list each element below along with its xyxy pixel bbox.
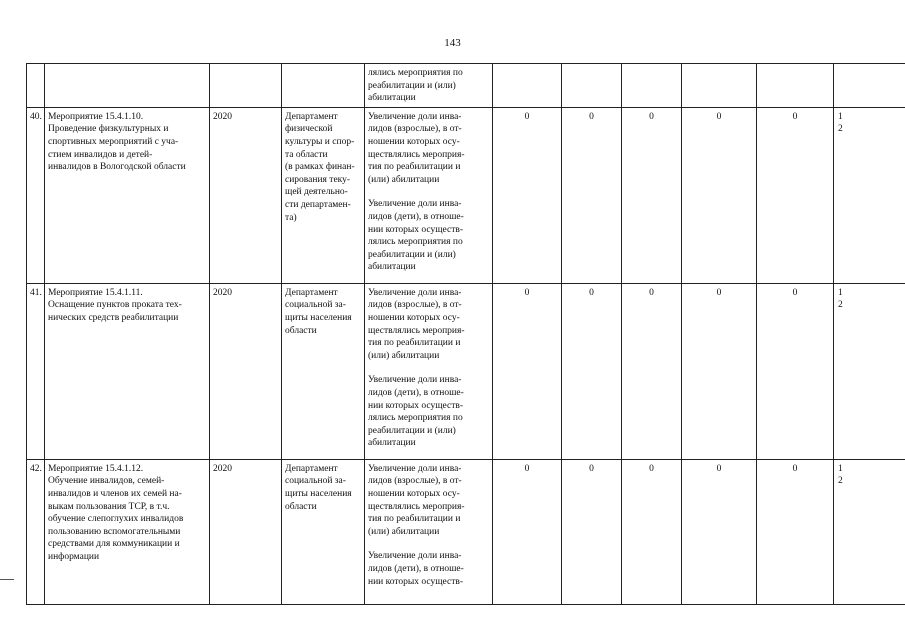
cell-value: 0: [622, 283, 682, 459]
cell-effect: [365, 107, 493, 283]
event-line: пользованию вспомогательными: [48, 526, 181, 537]
effect-line: (или) абилитации: [368, 350, 440, 361]
margin-mark: [0, 579, 14, 580]
cell-year: 2020: [210, 459, 282, 604]
dept-line: Департамент: [285, 111, 338, 122]
effect-line: абилитации: [368, 93, 416, 104]
table-row-40: [27, 107, 905, 283]
cell-mark: [834, 283, 905, 459]
effect-adults: [368, 287, 489, 363]
cell-value: 0: [562, 283, 622, 459]
effect-line: Увеличение доли инва-: [368, 111, 462, 122]
event-line: Мероприятие 15.4.1.11.: [48, 287, 143, 298]
cell-effect: [365, 459, 493, 604]
event-line: стием инвалидов и детей-: [48, 149, 153, 160]
dept-line: культуры и спор-: [285, 136, 355, 147]
effect-line: лидов (дети), в отноше-: [368, 211, 464, 222]
event-line: Проведение физкультурных и: [48, 124, 169, 135]
dept-line: та области: [285, 149, 328, 160]
table-row-41: [27, 283, 905, 459]
effect-line: лидов (взрослые), в от-: [368, 476, 462, 487]
event-line: спортивных мероприятий с уча-: [48, 136, 179, 147]
event-line: инвалидов и членов их семей на-: [48, 488, 182, 499]
cell-event: [45, 64, 210, 108]
cell-value: 0: [757, 459, 834, 604]
dept-line: та): [285, 212, 297, 223]
effect-line: Увеличение доли инва-: [368, 551, 462, 562]
cell-mark: [834, 107, 905, 283]
effect-line: абилитации: [368, 438, 416, 449]
page-number: 143: [444, 37, 461, 49]
cell-value: 0: [562, 459, 622, 604]
effect-line: ношении которых осу-: [368, 136, 460, 147]
table-row-42: [27, 459, 905, 604]
cell-value: 0: [493, 107, 562, 283]
event-line: инвалидов в Вологодской области: [48, 162, 186, 173]
event-line: Оснащение пунктов проката тех-: [48, 300, 182, 311]
cell-value: [757, 64, 834, 108]
dept-line: щиты населения: [285, 488, 352, 499]
cell-year: 2020: [210, 283, 282, 459]
dept-line: Департамент: [285, 287, 338, 298]
event-line: Обучение инвалидов, семей-: [48, 476, 165, 487]
cell-dept: [282, 64, 365, 108]
dept-line: социальной за-: [285, 476, 346, 487]
mark-line: 1: [838, 111, 843, 122]
effect-line: лидов (взрослые), в от-: [368, 124, 462, 135]
effect-line: Увеличение доли инва-: [368, 463, 462, 474]
dept-line: сирования теку-: [285, 174, 351, 185]
effect-children: [368, 374, 489, 450]
effect-line: нии которых осуществ-: [368, 224, 464, 235]
effect-line: ношении которых осу-: [368, 488, 460, 499]
effect-line: реабилитации и (или): [368, 425, 456, 436]
cell-value: [562, 64, 622, 108]
cell-num: 40.: [27, 107, 45, 283]
dept-line: Департамент: [285, 463, 338, 474]
cell-value: [493, 64, 562, 108]
cell-mark: [834, 64, 905, 108]
cell-event: [45, 459, 210, 604]
cell-value: 0: [622, 459, 682, 604]
effect-line: нии которых осуществ-: [368, 400, 464, 411]
effect-children: [368, 550, 489, 588]
mark-line: 1: [838, 287, 843, 298]
mark-line: 2: [838, 124, 843, 135]
event-line: Мероприятие 15.4.1.10.: [48, 111, 144, 122]
cell-dept: [282, 107, 365, 283]
cell-num: 41.: [27, 283, 45, 459]
effect-adults: [368, 111, 489, 187]
cell-value: 0: [493, 459, 562, 604]
effect-line: ществлялись мероприя-: [368, 325, 465, 336]
event-line: выкам пользования ТСР, в т.ч.: [48, 501, 170, 512]
measures-table: [26, 63, 905, 605]
effect-line: Увеличение доли инва-: [368, 199, 462, 210]
cell-num: 42.: [27, 459, 45, 604]
cell-value: 0: [562, 107, 622, 283]
event-line: информации: [48, 551, 100, 562]
cell-year: 2020: [210, 107, 282, 283]
dept-line: области: [285, 501, 317, 512]
effect-line: лялись мероприятия по: [368, 237, 463, 248]
dept-line: (в рамках финан-: [285, 162, 355, 173]
cell-mark: [834, 459, 905, 604]
dept-line: области: [285, 325, 317, 336]
effect-line: тия по реабилитации и: [368, 162, 461, 173]
effect-line: реабилитации и (или): [368, 249, 456, 260]
effect-line: реабилитации и (или): [368, 80, 456, 91]
effect-line: ществлялись мероприя-: [368, 149, 465, 160]
cell-value: [682, 64, 757, 108]
cell-num: [27, 64, 45, 108]
cell-value: 0: [757, 107, 834, 283]
dept-line: социальной за-: [285, 300, 346, 311]
table-row-continuation: [27, 64, 905, 108]
cell-year: [210, 64, 282, 108]
effect-line: (или) абилитации: [368, 174, 440, 185]
cell-effect: [365, 64, 493, 108]
effect-line: тия по реабилитации и: [368, 514, 461, 525]
effect-line: лидов (дети), в отноше-: [368, 563, 464, 574]
effect-line: Увеличение доли инва-: [368, 375, 462, 386]
mark-line: 2: [838, 300, 843, 311]
mark-line: 1: [838, 463, 843, 474]
cell-value: 0: [493, 283, 562, 459]
cell-event: [45, 283, 210, 459]
effect-line: ношении которых осу-: [368, 312, 460, 323]
dept-line: физической: [285, 124, 333, 135]
cell-value: 0: [682, 107, 757, 283]
effect-line: лидов (взрослые), в от-: [368, 300, 462, 311]
effect-adults: [368, 463, 489, 539]
cell-value: [622, 64, 682, 108]
effect-line: лялись мероприятия по: [368, 413, 463, 424]
effect-line: ществлялись мероприя-: [368, 501, 465, 512]
event-line: средствами для коммуникации и: [48, 539, 180, 550]
event-line: обучение слепоглухих инвалидов: [48, 514, 184, 525]
effect-line: (или) абилитации: [368, 526, 440, 537]
cell-event: [45, 107, 210, 283]
cell-dept: [282, 283, 365, 459]
event-line: Мероприятие 15.4.1.12.: [48, 463, 144, 474]
effect-line: тия по реабилитации и: [368, 338, 461, 349]
cell-dept: [282, 459, 365, 604]
effect-line: лялись мероприятия по: [368, 68, 463, 78]
dept-line: сти департамен-: [285, 199, 351, 210]
event-line: нических средств реабилитации: [48, 312, 179, 323]
dept-line: щей деятельно-: [285, 187, 348, 198]
effect-line: Увеличение доли инва-: [368, 287, 462, 298]
cell-value: 0: [682, 459, 757, 604]
cell-value: 0: [682, 283, 757, 459]
cell-effect: [365, 283, 493, 459]
effect-line: лидов (дети), в отноше-: [368, 387, 464, 398]
dept-line: щиты населения: [285, 312, 352, 323]
effect-children: [368, 198, 489, 274]
cell-value: 0: [622, 107, 682, 283]
mark-line: 2: [838, 476, 843, 487]
effect-line: абилитации: [368, 262, 416, 273]
cell-value: 0: [757, 283, 834, 459]
effect-line: нии которых осуществ-: [368, 576, 464, 587]
